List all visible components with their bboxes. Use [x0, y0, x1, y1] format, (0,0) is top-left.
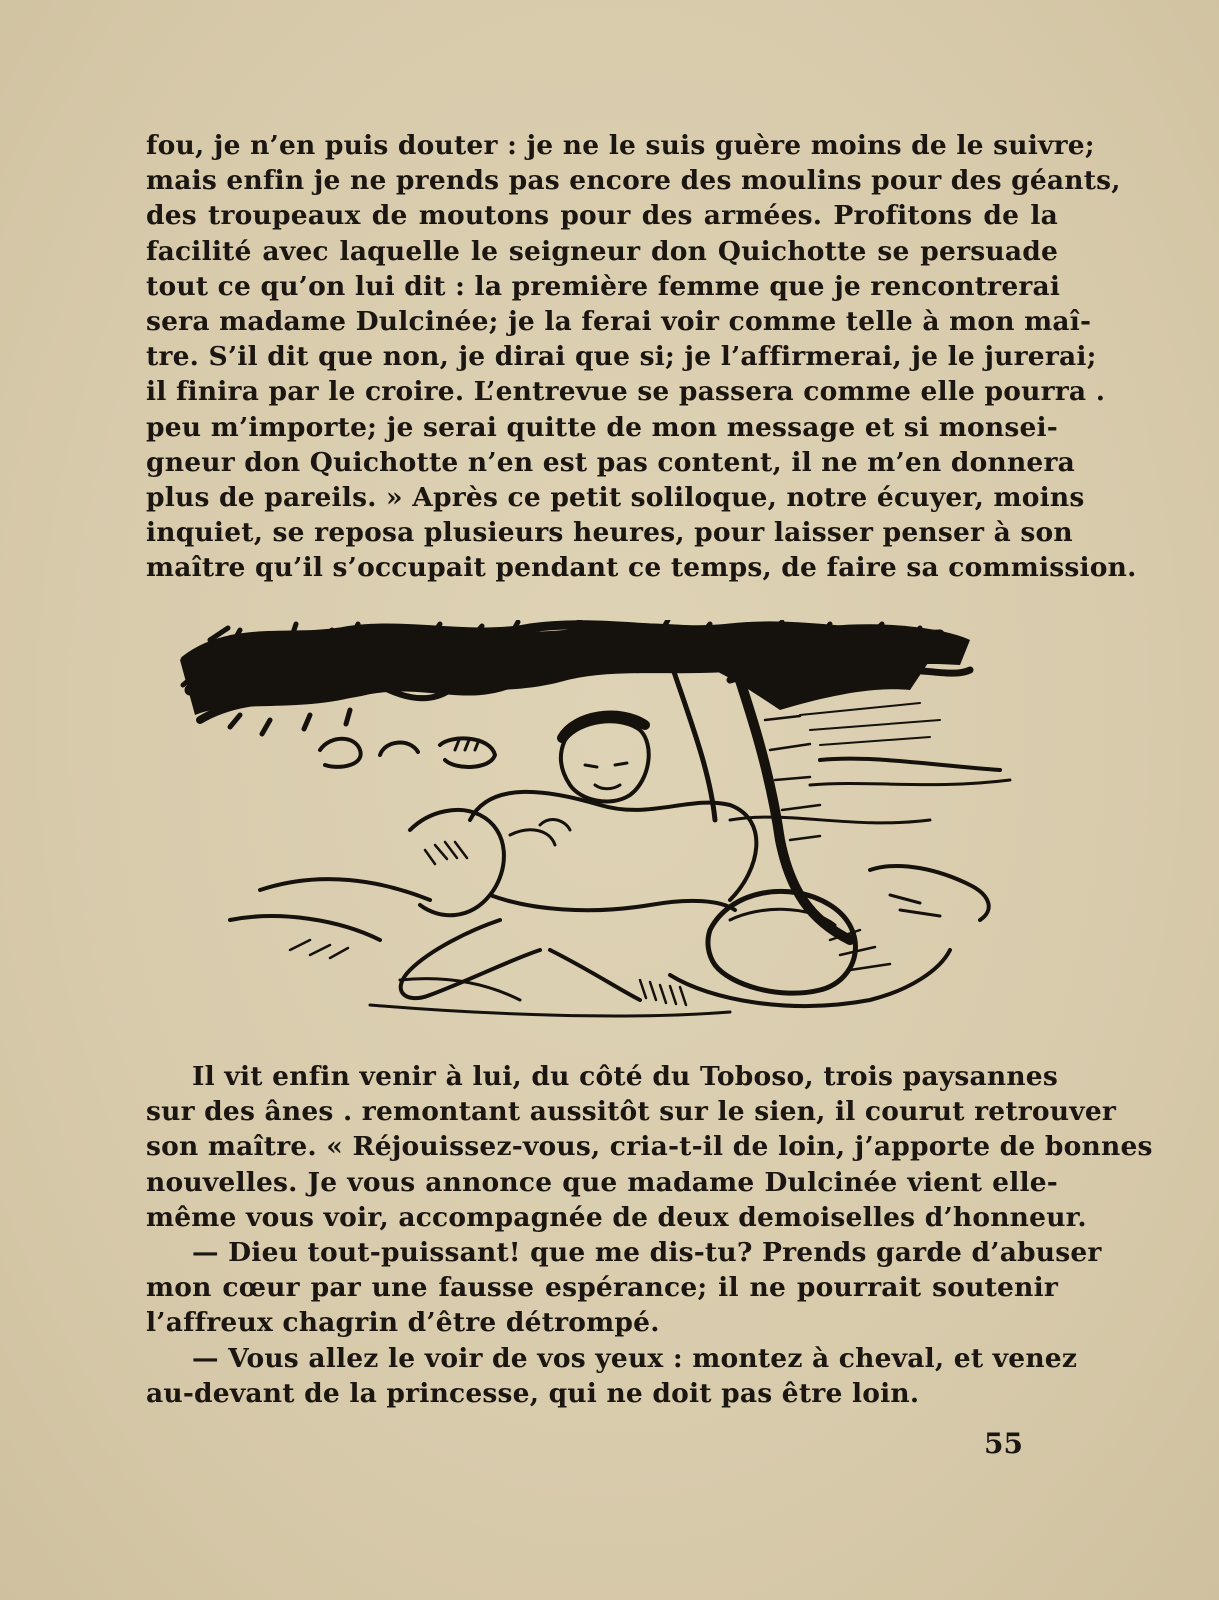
- page-number: 55: [984, 1427, 1023, 1460]
- text-line: mon cœur par une fausse espérance; il ne pourrait soutenir: [146, 1272, 1058, 1304]
- woodcut-illustration: [170, 620, 1030, 1030]
- text-line: gneur don Quichotte n’en est pas content, il ne m’en donnera: [146, 446, 1076, 478]
- text-line: des troupeaux de moutons pour des armées. Profitons de la: [146, 200, 1058, 232]
- text-line: au-devant de la princesse, qui ne doit pas être loin.: [146, 1377, 920, 1409]
- text-line: l’affreux chagrin d’être détrompé.: [146, 1307, 660, 1339]
- text-line: maître qu’il s’occupait pendant ce temps, de faire sa commission.: [146, 552, 1137, 584]
- text-line: tre. S’il dit que non, je dirai que si; je l’affirmerai, je le jurerai;: [146, 341, 1097, 373]
- text-line: même vous voir, accompagnée de deux demoiselles d’honneur.: [146, 1201, 1087, 1233]
- text-line: sur des ânes . remontant aussitôt sur le sien, il courut retrouver: [146, 1096, 1117, 1128]
- text-line: — Vous allez le voir de vos yeux : montez à cheval, et venez: [192, 1342, 1078, 1374]
- text-line: tout ce qu’on lui dit : la première femme que je rencontrerai: [146, 270, 1061, 302]
- text-line: sera madame Dulcinée; je la ferai voir comme telle à mon maî-: [146, 306, 1092, 338]
- text-line: fou, je n’en puis douter : je ne le suis guère moins de le suivre;: [146, 130, 1095, 161]
- text-line: peu m’importe; je serai quitte de mon message et si monsei-: [146, 411, 1058, 443]
- text-line: facilité avec laquelle le seigneur don Quichotte se persuade: [146, 235, 1058, 267]
- paragraph-top: [146, 128, 1137, 586]
- text-line: son maître. « Réjouissez-vous, cria-t-il de loin, j’apporte de bonnes: [146, 1131, 1153, 1163]
- text-line: il finira par le croire. L’entrevue se passera comme elle pourra .: [146, 376, 1106, 408]
- text-line: — Dieu tout-puissant! que me dis-tu? Prends garde d’abuser: [192, 1237, 1102, 1269]
- text-line: plus de pareils. » Après ce petit soliloque, notre écuyer, moins: [146, 482, 1085, 514]
- text-line: inquiet, se reposa plusieurs heures, pour laisser penser à son: [146, 517, 1073, 549]
- text-line: Il vit enfin venir à lui, du côté du Toboso, trois paysannes: [192, 1061, 1058, 1092]
- text-line: mais enfin je ne prends pas encore des moulins pour des géants,: [146, 165, 1121, 197]
- text-line: nouvelles. Je vous annonce que madame Dulcinée vient elle-: [146, 1166, 1058, 1198]
- paragraph-bottom: [146, 1059, 1153, 1411]
